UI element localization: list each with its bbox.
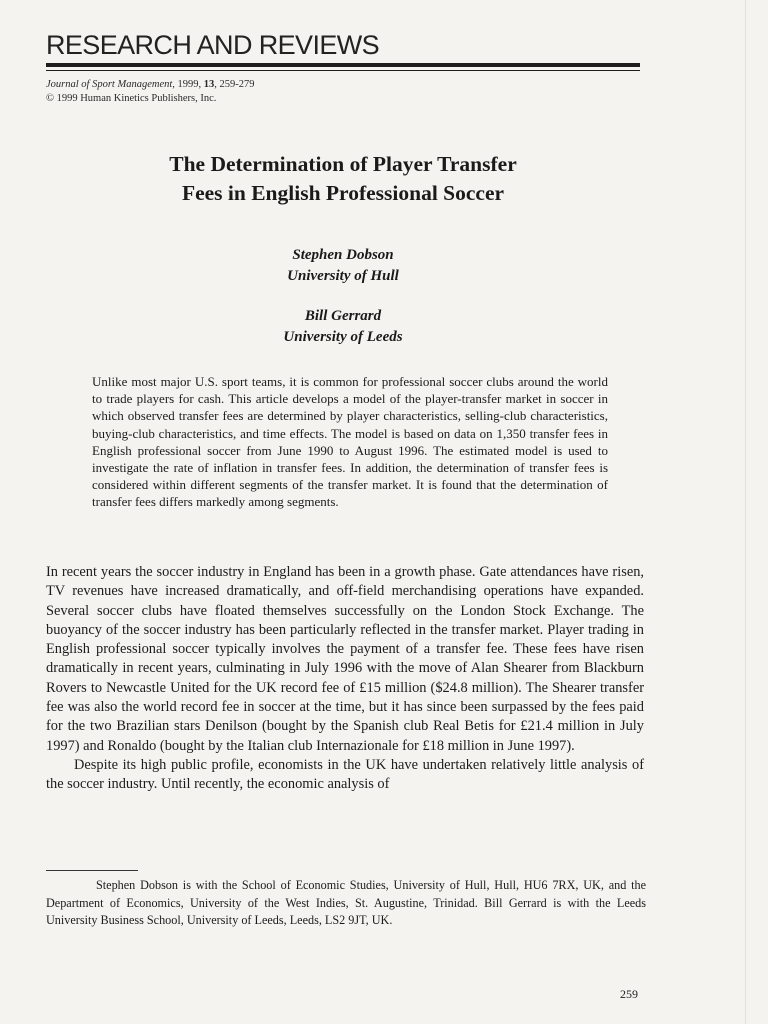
- body-text: [46, 563, 644, 795]
- article-title: [46, 150, 640, 208]
- citation-line: [46, 78, 255, 92]
- footnote: Stephen Dobson is with the School of Economic Studies, University of Hull, Hull, HU6 7RX, UK, and the Department of Economics, University of the West Indies, St. Augustine, Trinidad. Bill Gerrard is with the Leeds University Business School, University of Leeds, Leeds, LS2 9JT, UK.: [46, 878, 646, 928]
- article-title-line-1: The Determination of Player Transfer: [169, 152, 517, 176]
- author-name-1: Stephen Dobson: [292, 247, 394, 263]
- journal-name: Journal of Sport Management,: [46, 79, 175, 90]
- article-title-line-2: Fees in English Professional Soccer: [181, 181, 505, 205]
- body-paragraph-1: In recent years the soccer industry in England has been in a growth phase. Gate attendances have risen, TV revenues have increased dramatically, and off-field merchandising operations have expanded. Several soccer clubs have floated themselves successfully on the London Stock Exchange. The buoyancy of the soccer industry has been particularly reflected in the transfer market. Player trading in English professional soccer typically involves the payment of a transfer fee. These fees have risen dramatically in recent years, culminating in July 1996 with the move of Alan Shearer from Blackburn Rovers to Newcastle United for the UK record fee of £15 million ($24.8 million). The Shearer transfer fee was also the world record fee in soccer at the time, but it has since been surpassed by the fees paid for the two Brazilian stars Denilson (bought by the Spanish club Real Betis for £21.4 million in July 1997) and Ronaldo (bought by the Italian club Internazionale for £18 million in June 1997).: [46, 564, 644, 754]
- copyright-line: © 1999 Human Kinetics Publishers, Inc.: [46, 93, 217, 104]
- footnote-rule: [46, 870, 138, 871]
- author-name-2: Bill Gerrard: [304, 308, 382, 324]
- author-block-2: [46, 306, 640, 348]
- page-number: 259: [620, 987, 638, 1001]
- citation-block: [46, 78, 255, 106]
- author-block-1: [46, 245, 640, 287]
- author-affiliation-2: University of Leeds: [283, 329, 403, 345]
- header-rule-thin: [46, 70, 640, 71]
- citation-year: 1999,: [174, 79, 204, 90]
- citation-pages: , 259-279: [214, 79, 255, 90]
- header-rule-thick: [46, 63, 640, 67]
- scan-edge: [745, 0, 746, 1024]
- body-paragraph-2: Despite its high public profile, economists in the UK have undertaken relatively little analysis of the soccer industry. Until recently, the economic analysis of: [46, 756, 644, 793]
- citation-volume: 13: [203, 79, 215, 90]
- abstract: Unlike most major U.S. sport teams, it is common for professional soccer clubs around the world to trade players for cash. This article develops a model of the player-transfer market in soccer in which observed transfer fees are determined by player characteristics, selling-club characteristics, buying-club characteristics, and time effects. The model is based on data on 1,350 transfer fees in English professional soccer from June 1990 to August 1996. The estimated model is used to investigate the rate of inflation in transfer fees. In addition, the determination of transfer fees is considered within different segments of the transfer market. It is found that the determination of transfer fees differs markedly among segments.: [92, 374, 608, 510]
- author-affiliation-1: University of Hull: [287, 268, 399, 284]
- section-heading: RESEARCH AND REVIEWS: [46, 30, 380, 60]
